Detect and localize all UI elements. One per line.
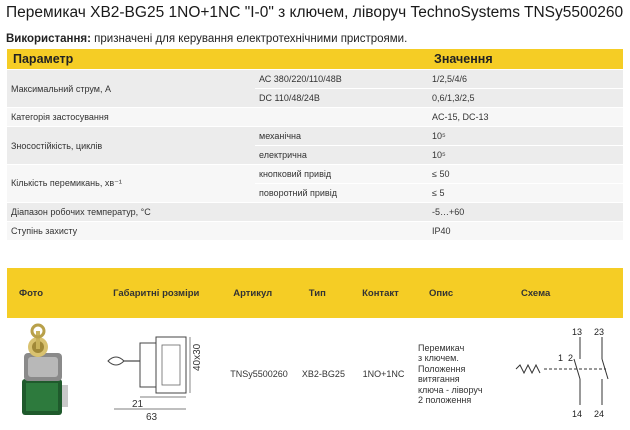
param-value: AC-15, DC-13	[428, 108, 623, 127]
table-row	[7, 165, 623, 184]
table-row	[7, 203, 623, 222]
wiring-schema	[510, 323, 622, 423]
description-line: з ключем.	[417, 353, 459, 363]
header-schema: Схема	[509, 268, 623, 318]
terminal-14: 14	[572, 409, 583, 419]
header-value: Значення	[428, 49, 623, 70]
terminal-13: 13	[572, 327, 583, 337]
usage-text: призначені для керування електротехнічними пристроями.	[94, 33, 408, 45]
product-header-row	[7, 268, 623, 318]
parameters-table	[7, 49, 623, 241]
header-type: Тип	[297, 268, 350, 318]
article-value: TNSy5500260	[221, 318, 297, 430]
description-line: 2 положення	[417, 395, 472, 405]
table-row	[7, 108, 623, 127]
position-2: 2	[568, 353, 574, 363]
param-condition: АС 380/220/110/48В	[255, 70, 428, 89]
param-value: IP40	[428, 222, 623, 241]
terminal-23: 23	[594, 327, 605, 337]
page-title: Перемикач XB2-BG25 1NO+1NC "I-0" з ключем, ліворуч TechnoSystems TNSy5500260	[6, 4, 624, 21]
param-label: Категорія застосування	[7, 108, 255, 127]
table-row	[7, 70, 623, 89]
param-condition	[255, 108, 428, 127]
param-value: ≤ 50	[428, 165, 623, 184]
param-condition: DC 110/48/24В	[255, 89, 428, 108]
description-line: Перемикач	[417, 342, 465, 353]
description-text	[418, 343, 508, 406]
header-description: Опис	[417, 268, 509, 318]
param-value: 10⁵	[428, 127, 623, 146]
header-parameter: Параметр	[7, 49, 428, 70]
header-photo: Фото	[7, 268, 101, 318]
usage-line	[6, 33, 407, 45]
header-dimensions: Габаритні розміри	[101, 268, 221, 318]
param-value: ≤ 5	[428, 184, 623, 203]
header-article: Артикул	[221, 268, 297, 318]
param-condition: поворотний привід	[255, 184, 428, 203]
table-row	[7, 127, 623, 146]
param-label: Максимальний струм, А	[7, 70, 255, 108]
product-table	[7, 268, 623, 430]
description-cell	[417, 318, 509, 430]
usage-label: Використання:	[6, 33, 91, 45]
dimension-width-21: 21	[132, 399, 144, 410]
product-row	[7, 318, 623, 430]
param-label: Діапазон робочих температур, °С	[7, 203, 255, 222]
key-switch-photo	[8, 323, 90, 423]
contact-value: 1NO+1NC	[350, 318, 417, 430]
param-value: 1/2,5/4/6	[428, 70, 623, 89]
param-label: Кількість перемикань, хв⁻¹	[7, 165, 255, 203]
param-condition: кнопковий привід	[255, 165, 428, 184]
parameters-header-row	[7, 49, 623, 70]
param-label: Зносостійкість, циклів	[7, 127, 255, 165]
description-line: ключа - ліворуч	[417, 384, 483, 395]
param-value: -5…+60	[428, 203, 623, 222]
dimension-length-63: 63	[146, 412, 158, 423]
dimension-height: 40x30	[192, 343, 204, 371]
type-value: XB2-BG25	[297, 318, 350, 430]
param-value: 10⁵	[428, 146, 623, 165]
description-line: Положення витягання	[417, 363, 466, 384]
dimensions-drawing	[102, 323, 212, 423]
param-condition: механічна	[255, 127, 428, 146]
terminal-24: 24	[594, 409, 605, 419]
param-condition	[255, 203, 428, 222]
schema-cell	[509, 318, 623, 430]
param-condition	[255, 222, 428, 241]
table-row	[7, 222, 623, 241]
position-1: 1	[558, 353, 564, 363]
param-label: Ступінь захисту	[7, 222, 255, 241]
param-condition: електрична	[255, 146, 428, 165]
dimensions-cell	[101, 318, 221, 430]
param-value: 0,6/1,3/2,5	[428, 89, 623, 108]
product-photo-cell	[7, 318, 101, 430]
header-contact: Контакт	[350, 268, 417, 318]
